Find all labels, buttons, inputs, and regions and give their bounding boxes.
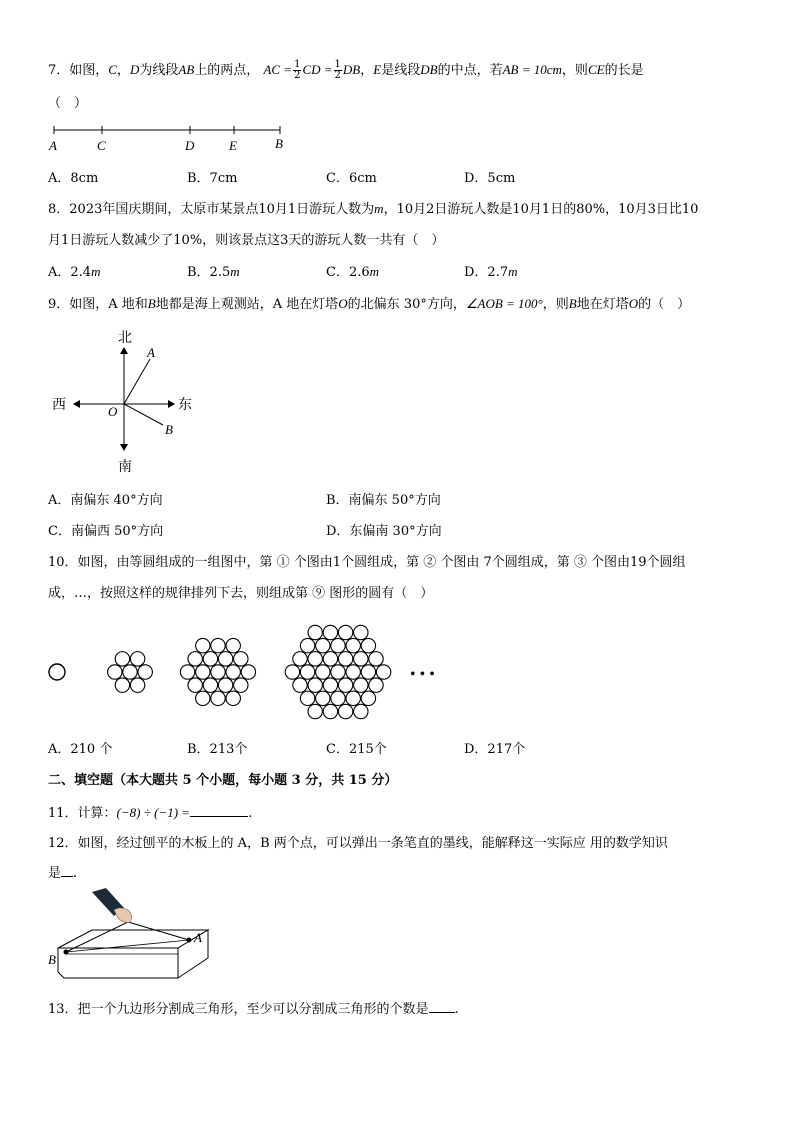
label-a: A — [49, 138, 57, 153]
q12-answer-blank[interactable] — [61, 864, 73, 877]
label-e: E — [229, 138, 237, 153]
q7-answer-paren: （ ） — [48, 96, 88, 111]
circle — [346, 665, 360, 679]
q12-board-illustration — [44, 888, 224, 988]
circle — [338, 678, 352, 692]
circle — [180, 665, 194, 679]
circle — [338, 625, 352, 639]
circle — [226, 691, 240, 705]
circle — [316, 691, 330, 705]
circle — [308, 704, 322, 718]
circle — [354, 652, 368, 666]
label-b: B — [275, 136, 283, 151]
circle — [234, 678, 248, 692]
label-east: 东 — [178, 398, 192, 413]
circle — [203, 678, 217, 692]
circle — [218, 652, 232, 666]
label-north: 北 — [118, 331, 132, 346]
q13-answer-blank[interactable] — [429, 1000, 455, 1013]
circle — [188, 652, 202, 666]
q11-answer-blank[interactable] — [190, 804, 248, 817]
q10-option-a[interactable]: A．210 个 — [48, 742, 113, 757]
circle — [361, 691, 375, 705]
label-d: D — [185, 138, 195, 153]
figure-3 — [180, 638, 255, 705]
circle — [115, 652, 129, 666]
circle — [316, 638, 330, 652]
label-b: B — [165, 422, 173, 437]
point-a — [187, 938, 192, 943]
circle — [211, 638, 225, 652]
q11-expression: (−8) ÷ (−1) = — [116, 805, 191, 820]
q7-equation-ac: AC = — [263, 62, 293, 77]
label-west: 西 — [52, 398, 66, 413]
q9-option-a[interactable]: A．南偏东 40°方向 — [48, 493, 163, 508]
q7-fraction-1: $\frac{1}{2}$ — [294, 59, 301, 81]
circle — [188, 678, 202, 692]
hand-icon — [114, 908, 132, 923]
q8-line2: 月1日游玩人数减少了10%，则该景点这3天的游玩人数一共有（ ） — [48, 233, 445, 248]
circle — [300, 691, 314, 705]
q12-line1: 12．如图，经过刨平的木板上的 A，B 两个点，可以弹出一条笔直的墨线，能解释这一实际应 用的数学知识 — [48, 836, 668, 851]
circle — [196, 638, 210, 652]
q10-line2: 成，…，按照这样的规律排列下去，则组成第 ⑨ 图形的圆有（ ） — [48, 586, 434, 601]
q10-option-b[interactable]: B．213个 — [187, 742, 248, 757]
circle — [338, 652, 352, 666]
label-a: A — [147, 345, 155, 360]
circle — [331, 665, 345, 679]
circle — [376, 665, 390, 679]
circle — [354, 678, 368, 692]
circle — [285, 665, 299, 679]
circle — [300, 638, 314, 652]
q9-option-d[interactable]: D．东偏南 30°方向 — [326, 524, 442, 539]
circle — [234, 652, 248, 666]
circle — [369, 678, 383, 692]
circle — [196, 665, 210, 679]
circle — [323, 704, 337, 718]
circle — [346, 638, 360, 652]
circle — [338, 704, 352, 718]
circle — [361, 638, 375, 652]
circle — [361, 665, 375, 679]
q7-option-a[interactable]: A．8cm — [48, 171, 99, 186]
q7-option-c[interactable]: C．6cm — [326, 171, 377, 186]
q8-option-d[interactable]: D．2.7m — [464, 264, 518, 280]
circle — [331, 638, 345, 652]
figure-2 — [108, 652, 153, 693]
q7-option-b[interactable]: B．7cm — [187, 171, 238, 186]
circle — [308, 625, 322, 639]
q9-option-b[interactable]: B．南偏东 50°方向 — [326, 493, 441, 508]
figure-4 — [285, 625, 391, 718]
circle — [211, 665, 225, 679]
circle — [226, 638, 240, 652]
figure-1 — [49, 664, 65, 680]
label-south: 南 — [118, 460, 132, 475]
circle — [211, 691, 225, 705]
q8-line1: 8．2023年国庆期间，太原市某景点10月1日游玩人数为m，10月2日游玩人数是10月1日的80%，10月3日比10 — [48, 201, 699, 217]
circle — [123, 665, 137, 679]
q8-option-a[interactable]: A．2.4m — [48, 264, 101, 280]
q7-number: 7． — [48, 63, 70, 78]
q10-circle-figures — [40, 612, 480, 730]
q12-line2: 是 . — [48, 866, 78, 881]
q7-option-d[interactable]: D．5cm — [464, 171, 516, 186]
circle — [354, 704, 368, 718]
point-b — [64, 950, 69, 955]
q9-compass-diagram — [48, 326, 208, 476]
q7-condition: AB = 10cm — [502, 62, 562, 77]
circle — [138, 665, 152, 679]
label-o: O — [108, 404, 118, 419]
circle — [108, 665, 122, 679]
q11-line: 11．计算：(−8) ÷ (−1) = . — [48, 805, 253, 821]
circle — [323, 652, 337, 666]
circle — [323, 625, 337, 639]
q8-option-c[interactable]: C．2.6m — [326, 264, 380, 280]
circle — [49, 664, 65, 680]
q9-angle: ∠AOB = 100° — [465, 296, 543, 311]
q9-line1: 9．如图，A 地和B地都是海上观测站，A 地在灯塔O的北偏东 30°方向，∠AOB = 100°，则B地在灯塔O的（ ） — [48, 296, 691, 312]
q10-option-d[interactable]: D．217个 — [464, 742, 526, 757]
q7-line1: 7．如图，C，D为线段AB上的两点， AC = $\frac{1}{2}$ CD = $\frac{1}{2}$ DB，E是线段DB的中点，若AB = 10cm，则CE的长是 — [48, 59, 644, 81]
circle — [369, 652, 383, 666]
q10-option-c[interactable]: C．215个 — [326, 742, 387, 757]
circle — [331, 691, 345, 705]
board-front — [58, 948, 178, 978]
circle — [354, 625, 368, 639]
circle — [346, 691, 360, 705]
circle — [323, 678, 337, 692]
q7-segment-diagram — [44, 120, 294, 156]
circle — [115, 678, 129, 692]
circle — [130, 652, 144, 666]
circle — [300, 665, 314, 679]
circle — [203, 652, 217, 666]
circle — [241, 665, 255, 679]
ray-oa — [124, 359, 150, 404]
circle — [308, 652, 322, 666]
circle — [218, 678, 232, 692]
q7-fraction-2: $\frac{1}{2}$ — [334, 59, 341, 81]
label-b: B — [48, 952, 56, 967]
ellipsis-dots: • • • — [410, 666, 435, 683]
q10-line1: 10．如图，由等圆组成的一组图中，第 ① 个图由1个圆组成，第 ② 个图由 7个圆组成，第 ③ 个图由19个圆组 — [48, 555, 686, 570]
circle — [226, 665, 240, 679]
q9-option-c[interactable]: C．南偏西 50°方向 — [48, 524, 164, 539]
label-c: C — [97, 138, 106, 153]
circle — [316, 665, 330, 679]
ray-ob — [124, 404, 163, 425]
circle — [196, 691, 210, 705]
q13-line: 13．把一个九边形分割成三角形，至少可以分割成三角形的个数是 . — [48, 1002, 459, 1017]
section-2-heading: 二、填空题（本大题共 5 个小题，每小题 3 分，共 15 分） — [48, 773, 398, 788]
q8-option-b[interactable]: B．2.5m — [187, 264, 240, 280]
circle — [293, 678, 307, 692]
circle — [308, 678, 322, 692]
circle — [293, 652, 307, 666]
label-a: A — [194, 930, 202, 945]
circle — [130, 678, 144, 692]
